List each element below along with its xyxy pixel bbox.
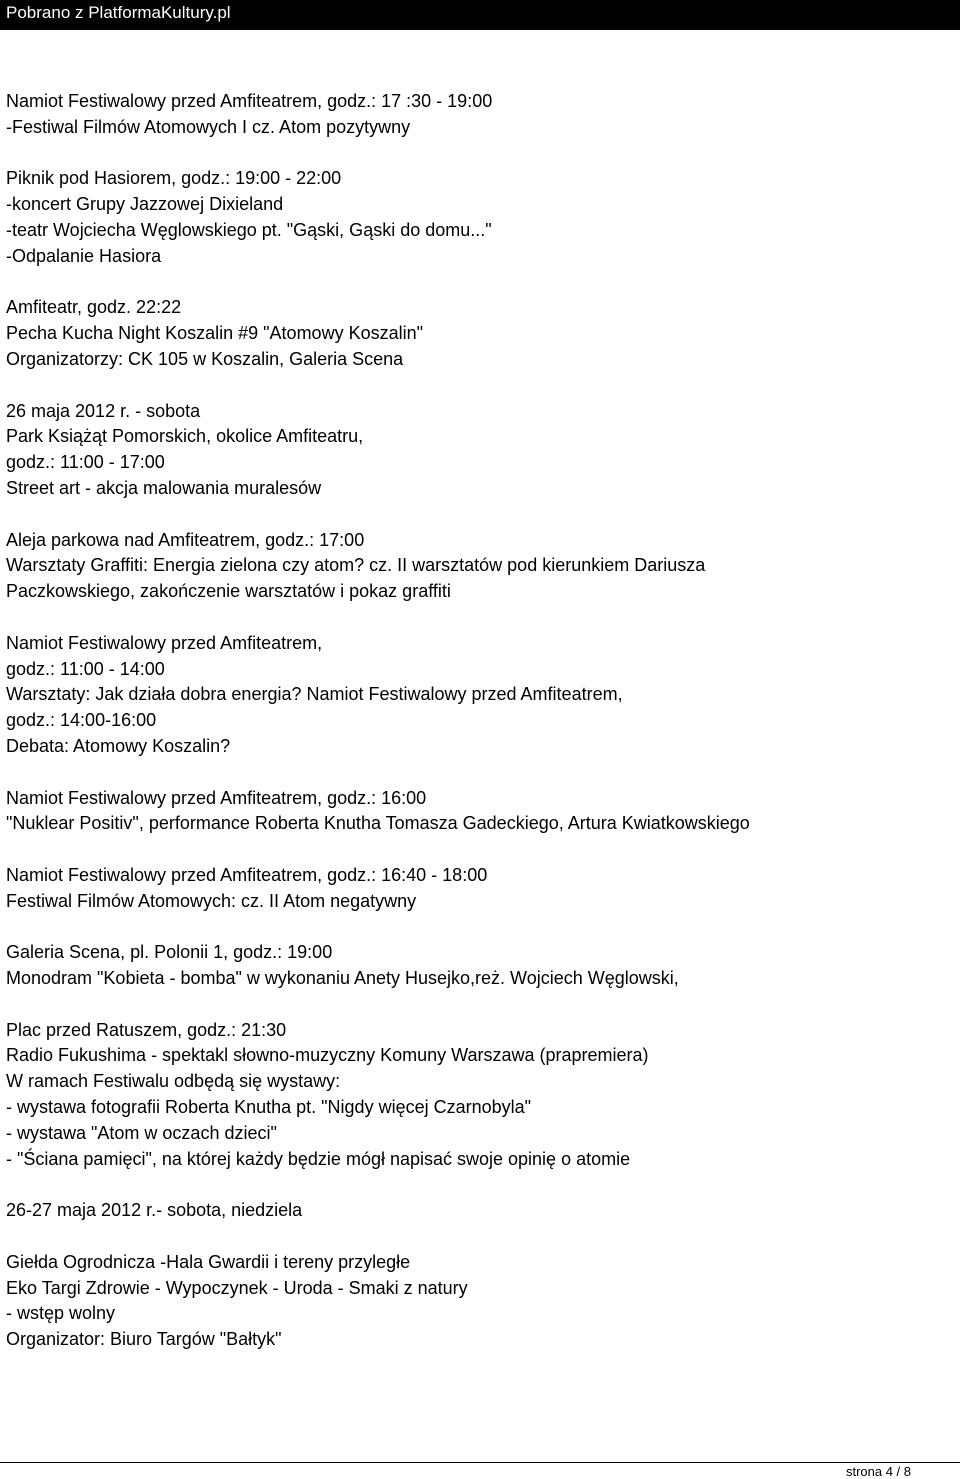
text-line: Namiot Festiwalowy przed Amfiteatrem, godz.: 17 :30 - 19:00 (6, 91, 493, 111)
blank-line (6, 760, 946, 786)
blank-line (6, 1172, 946, 1198)
text-line: Amfiteatr, godz. 22:22 (6, 297, 182, 318)
text-line: Aleja parkowa nad Amfiteatrem, godz.: 17:00 (6, 529, 365, 550)
footer-divider (0, 1462, 960, 1463)
text-line: Namiot Festiwalowy przed Amfiteatrem, (6, 632, 323, 653)
text-line: Namiot Festiwalowy przed Amfiteatrem, godz.: 16:40 - 18:00 (6, 864, 488, 885)
text-line: Eko Targi Zdrowie - Wypoczynek - Uroda - Smaki z natury (6, 1277, 468, 1298)
blank-line (6, 837, 946, 863)
text-line: godz.: 14:00-16:00 (6, 710, 157, 731)
blank-line (6, 915, 946, 941)
text-line: W ramach Festiwalu odbędą się wystawy: (6, 1071, 341, 1092)
text-line: Giełda Ogrodnicza -Hala Gwardii i tereny przyległe (6, 1251, 411, 1272)
page-number: strona 4 / 8 (845, 1464, 911, 1479)
blank-line (6, 270, 946, 296)
text-line: Warsztaty Graffiti: Energia zielona czy atom? cz. II warsztatów pod kierunkiem Dariusza (6, 555, 706, 576)
text-line: -Festiwal Filmów Atomowych I cz. Atom pozytywny (6, 116, 411, 137)
blank-line (6, 992, 946, 1018)
header-source-text: Pobrano z PlatformaKultury.pl (6, 3, 231, 22)
text-line: - "Ściana pamięci", na której każdy będzie mógł napisać swoje opinię o atomie (6, 1148, 631, 1169)
text-line: Monodram "Kobieta - bomba" w wykonaniu Anety Husejko,reż. Wojciech Węglowski, (6, 968, 679, 989)
blank-line (6, 605, 946, 631)
text-line: -koncert Grupy Jazzowej Dixieland (6, 194, 284, 215)
blank-line (6, 1224, 946, 1250)
document-body (6, 89, 946, 1353)
text-line: Plac przed Ratuszem, godz.: 21:30 (6, 1019, 287, 1040)
text-line: Piknik pod Hasiorem, godz.: 19:00 - 22:00 (6, 168, 342, 189)
text-line: -teatr Wojciecha Węglowskiego pt. "Gąski, Gąski do domu..." (6, 219, 492, 240)
text-line: godz.: 11:00 - 14:00 (6, 658, 165, 679)
text-line: Radio Fukushima - spektakl słowno-muzyczny Komuny Warszawa (prapremiera) (6, 1045, 649, 1066)
text-line: godz.: 11:00 - 17:00 (6, 452, 165, 473)
text-line: Paczkowskiego, zakończenie warsztatów i pokaz graffiti (6, 581, 451, 602)
text-line: Organizator: Biuro Targów "Bałtyk" (6, 1329, 282, 1350)
text-line: Street art - akcja malowania muralesów (6, 477, 322, 498)
text-line: 26 maja 2012 r. - sobota (6, 400, 201, 421)
text-line: Namiot Festiwalowy przed Amfiteatrem, godz.: 16:00 (6, 787, 427, 808)
text-line: Debata: Atomowy Koszalin? (6, 735, 231, 756)
text-line: - wstęp wolny (6, 1303, 116, 1324)
blank-line (6, 502, 946, 528)
text-line: "Nuklear Positiv", performance Roberta Knutha Tomasza Gadeckiego, Artura Kwiatkowskiego (6, 813, 750, 834)
text-line: - wystawa "Atom w oczach dzieci" (6, 1122, 277, 1143)
text-line: Festiwal Filmów Atomowych: cz. II Atom negatywny (6, 890, 417, 911)
text-line: 26-27 maja 2012 r.- sobota, niedziela (6, 1200, 303, 1221)
text-line: Organizatorzy: CK 105 w Koszalin, Galeria Scena (6, 348, 404, 369)
text-line: Pecha Kucha Night Koszalin #9 "Atomowy Koszalin" (6, 323, 423, 344)
text-line: Warsztaty: Jak działa dobra energia? Namiot Festiwalowy przed Amfiteatrem, (6, 684, 623, 705)
text-line: Park Książąt Pomorskich, okolice Amfiteatru, (6, 426, 364, 447)
text-line: -Odpalanie Hasiora (6, 245, 162, 266)
text-line: - wystawa fotografii Roberta Knutha pt. "Nigdy więcej Czarnobyla" (6, 1097, 532, 1118)
text-line: Galeria Scena, pl. Polonii 1, godz.: 19:00 (6, 942, 333, 963)
blank-line (6, 373, 946, 399)
page-header-bar (0, 0, 960, 30)
blank-line (6, 141, 946, 167)
